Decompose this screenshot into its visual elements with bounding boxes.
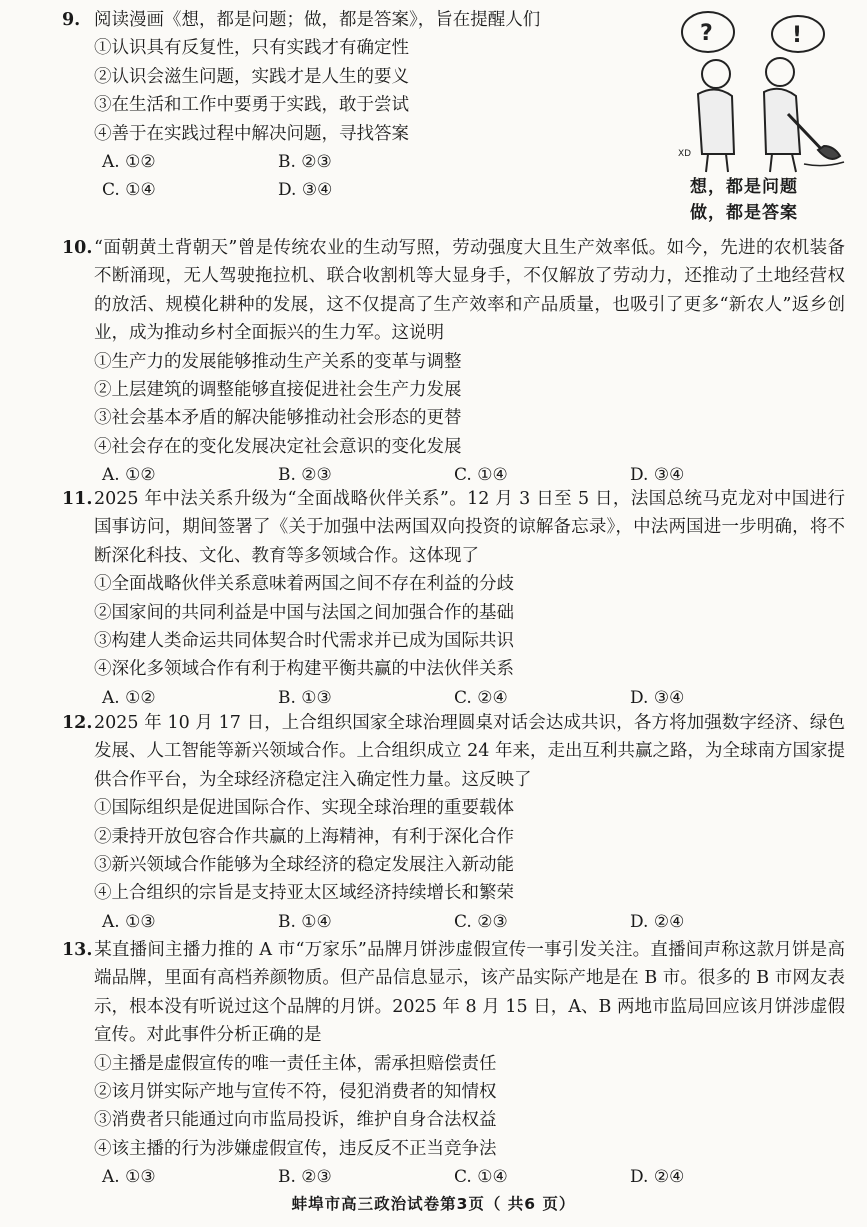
answer-a[interactable]: A. ①② [102,465,156,486]
question-13 [62,936,845,1191]
answer-d[interactable]: D. ③④ [630,687,685,708]
question-13-stem [62,936,845,1050]
option-1: ①全面战略伙伴关系意味着两国之间不存在利益的分歧 [94,574,514,595]
question-number: 9. [62,10,81,30]
answer-choices [102,684,845,712]
option-3: ③社会基本矛盾的解决能够推动社会形态的更替 [94,408,462,429]
answer-choices [102,1163,845,1191]
caption-line-2: 做，都是答案 [690,203,798,223]
answer-choices-row-2 [102,176,657,204]
answer-d[interactable]: D. ②④ [630,1167,685,1188]
option-4: ④上合组织的宗旨是支持亚太区域经济持续增长和繁荣 [94,883,514,904]
answer-b[interactable]: B. ②③ [278,1167,332,1188]
option-4: ④社会存在的变化发展决定社会意识的变化发展 [94,436,462,457]
question-9-stem [62,6,657,34]
answer-c[interactable]: C. ①④ [102,180,156,201]
option-4: ④善于在实践过程中解决问题，寻找答案 [94,123,409,144]
answer-d[interactable]: D. ③④ [278,180,333,201]
question-number: 10. [62,238,93,258]
option-1: ①认识具有反复性，只有实践才有确定性 [94,38,409,59]
question-10 [62,234,845,489]
option-1: ①主播是虚假宣传的唯一责任主体，需承担赔偿责任 [94,1053,497,1074]
option-1: ①国际组织是促进国际合作、实现全球治理的重要载体 [94,798,514,819]
question-number: 13. [62,940,93,960]
option-2: ②秉持开放包容合作共赢的上海精神，有利于深化合作 [94,826,514,847]
stem-text: 2025 年 10 月 17 日，上合组织国家全球治理圆桌对话会达成共识，各方将加强数字经济、绿色发展、人工智能等新兴领域合作。上合组织成立 24 年来，走出互利共赢之路，为全球南方国家提供合作平台，为全球经济稳定注入确定性力量。这反映了 [94,713,845,790]
question-10-stem [62,234,845,348]
answer-b[interactable]: B. ①③ [278,687,332,708]
option-3: ③新兴领域合作能够为全球经济的稳定发展注入新动能 [94,855,514,876]
question-9 [62,6,657,204]
stem-text: 2025 年中法关系升级为“全面战略伙伴关系”。12 月 3 日至 5 日，法国总统马克龙对中国进行国事访问，期间签署了《关于加强中法两国双向投资的谅解备忘录》，中法两国进一步明确，将不断深化科技、文化、教育等多领域合作。这体现了 [94,489,845,566]
answer-b[interactable]: B. ②③ [278,152,332,173]
option-3: ③在生活和工作中要勇于实践，敢于尝试 [94,95,409,116]
question-12 [62,709,845,936]
svg-text:XD: XD [678,149,692,159]
option-2: ②国家间的共同利益是中国与法国之间加强合作的基础 [94,602,514,623]
question-number: 11. [62,489,93,509]
svg-text:!: ! [792,23,803,48]
answer-d[interactable]: D. ③④ [630,465,685,486]
answer-b[interactable]: B. ②③ [278,465,332,486]
answer-choices [102,908,845,936]
question-11 [62,485,845,712]
stem-text: 阅读漫画《想，都是问题；做，都是答案》，旨在提醒人们 [94,10,541,30]
answer-b[interactable]: B. ①④ [278,911,332,932]
answer-c[interactable]: C. ②④ [454,687,508,708]
answer-a[interactable]: A. ①② [102,687,156,708]
option-3: ③消费者只能通过向市监局投诉，维护自身合法权益 [94,1110,497,1131]
option-4: ④该主播的行为涉嫌虚假宣传，违反反不正当竞争法 [94,1138,497,1159]
stem-text: “面朝黄土背朝天”曾是传统农业的生动写照，劳动强度大且生产效率低。如今，先进的农机装备不断涌现，无人驾驶拖拉机、联合收割机等大显身手，不仅解放了劳动力，还推动了土地经营权的放活、规模化耕种的发展，这不仅提高了生产效率和产品质量，也吸引了更多“新农人”返乡创业，成为推动乡村全面振兴的生力军。这说明 [94,238,845,344]
answer-c[interactable]: C. ①④ [454,465,508,486]
option-4: ④深化多领域合作有利于构建平衡共赢的中法伙伴关系 [94,659,514,680]
option-3: ③构建人类命运共同体契合时代需求并已成为国际共识 [94,631,514,652]
option-2: ②该月饼实际产地与宣传不符，侵犯消费者的知情权 [94,1082,497,1103]
question-number: 12. [62,713,93,733]
option-2: ②认识会滋生问题，实践才是人生的要义 [94,66,409,87]
answer-a[interactable]: A. ①② [102,152,156,173]
caption-line-1: 想，都是问题 [690,177,798,197]
stem-text: 某直播间主播力推的 A 市“万家乐”品牌月饼涉虚假宣传一事引发关注。直播间声称这款月饼是高端品牌，里面有高档养颜物质。但产品信息显示，该产品实际产地是在 B 市。很多的 B 市网友表示，根本没有听说过这个品牌的月饼。2025 年 8 月 15 日，A、B 两地市监局回应该月饼涉虚假宣传。对此事件分析正确的是 [94,940,845,1046]
question-11-stem [62,485,845,570]
option-1: ①生产力的发展能够推动生产关系的变革与调整 [94,351,462,372]
svg-text:?: ? [700,21,713,46]
option-2: ②上层建筑的调整能够直接促进社会生产力发展 [94,380,462,401]
comic-caption [690,174,860,226]
page-footer: 蚌埠市高三政治试卷第3页（ 共6 页） [291,1195,576,1213]
answer-a[interactable]: A. ①③ [102,1167,156,1188]
answer-d[interactable]: D. ②④ [630,911,685,932]
question-12-stem [62,709,845,794]
answer-c[interactable]: C. ②③ [454,911,508,932]
answer-c[interactable]: C. ①④ [454,1167,508,1188]
comic-two-men-icon [668,4,848,174]
answer-choices-row-1 [102,148,657,176]
answer-a[interactable]: A. ①③ [102,911,156,932]
